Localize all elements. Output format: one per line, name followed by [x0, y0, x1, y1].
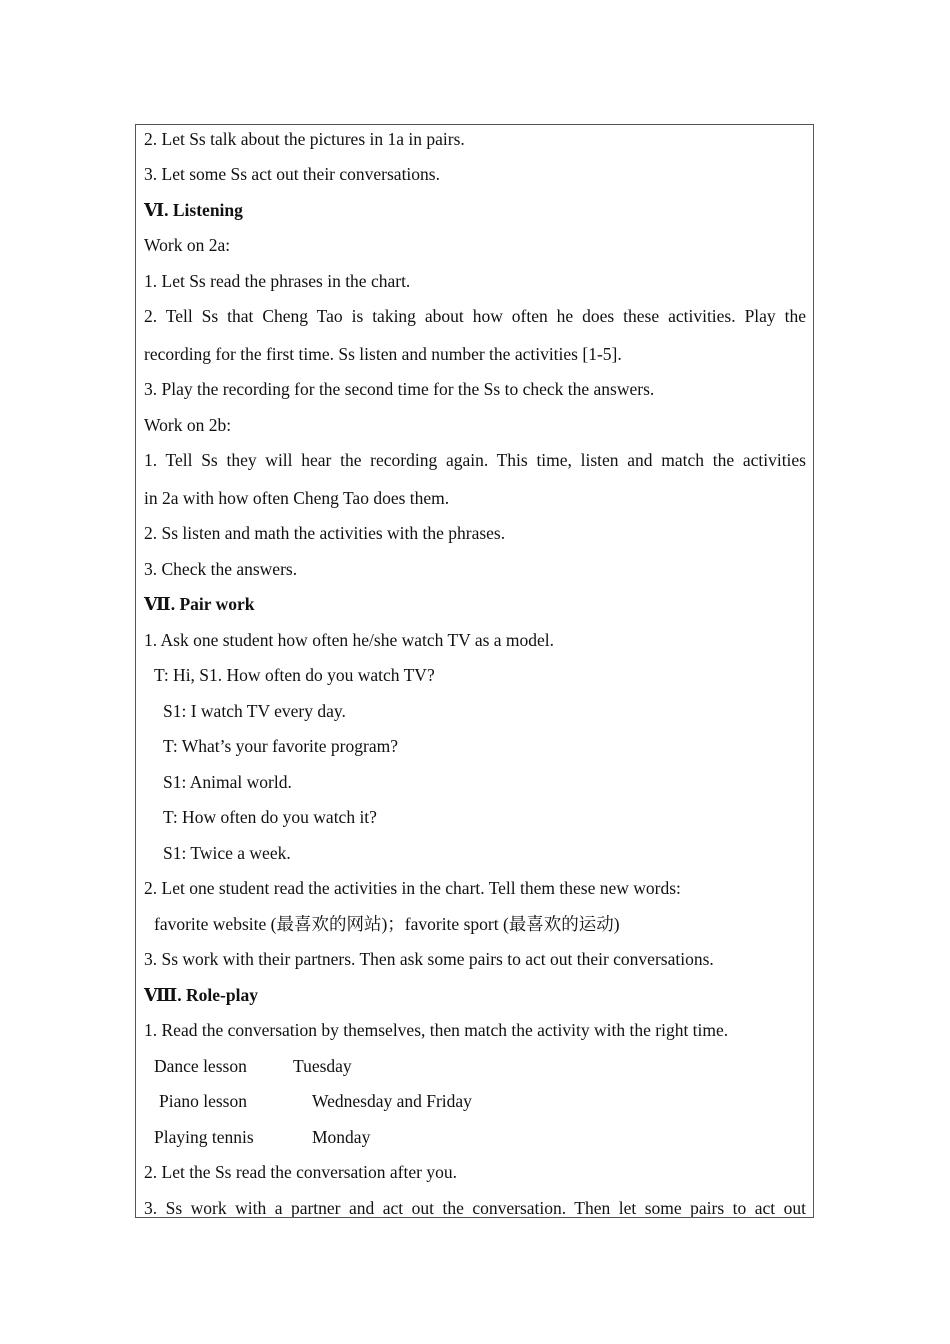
text-line: 2. Let one student read the activities in the chart. Tell them these new words:: [144, 878, 681, 898]
lesson-plan-table-cell: [135, 124, 814, 1218]
match-row: [154, 1055, 554, 1077]
match-time: Tuesday: [293, 1056, 352, 1076]
dialogue-line: S1: Animal world.: [163, 772, 292, 792]
text-line: 1. Tell Ss they will hear the recording again. This time, listen and match the activities: [144, 450, 806, 470]
section-title: . Role-play: [177, 985, 258, 1005]
text-line: 1. Let Ss read the phrases in the chart.: [144, 271, 411, 291]
section-heading-listening: [144, 199, 243, 221]
text-line: Work on 2b:: [144, 415, 232, 435]
dialogue-line: T: How often do you watch it?: [163, 807, 377, 827]
text-line: Work on 2a:: [144, 235, 231, 255]
match-activity: Dance lesson: [154, 1056, 247, 1076]
text-line: 2. Ss listen and math the activities with the phrases.: [144, 523, 506, 543]
section-heading-pair-work: [144, 593, 254, 615]
text-line: 3. Ss work with a partner and act out the conversation. Then let some pairs to act out: [144, 1198, 806, 1218]
text-line: 3. Play the recording for the second time for the Ss to check the answers.: [144, 379, 655, 399]
dialogue-line: T: What’s your favorite program?: [163, 736, 398, 756]
text-line: 2. Tell Ss that Cheng Tao is taking about how often he does these activities. Play the: [144, 306, 806, 326]
section-heading-role-play: [144, 984, 258, 1006]
dialogue-line: T: Hi, S1. How often do you watch TV?: [154, 665, 435, 685]
dialogue-line: S1: I watch TV every day.: [163, 701, 346, 721]
match-time: Monday: [312, 1127, 371, 1147]
text-line: 3. Let some Ss act out their conversations.: [144, 164, 440, 184]
text-line: favorite website (最喜欢的网站)；favorite sport (最喜欢的运动): [154, 914, 620, 934]
match-row: [159, 1090, 559, 1112]
match-activity: Playing tennis: [154, 1127, 254, 1147]
text-line: recording for the first time. Ss listen and number the activities [1-5].: [144, 344, 622, 364]
text-line: 1. Read the conversation by themselves, then match the activity with the right time.: [144, 1020, 729, 1040]
section-number: Ⅵ: [144, 200, 165, 220]
match-time: Wednesday and Friday: [312, 1091, 472, 1111]
match-row: [154, 1126, 554, 1148]
text-line: 2. Let the Ss read the conversation after you.: [144, 1162, 457, 1182]
text-line: 3. Ss work with their partners. Then ask some pairs to act out their conversations.: [144, 949, 714, 969]
text-line: in 2a with how often Cheng Tao does them.: [144, 488, 450, 508]
text-line: 3. Check the answers.: [144, 559, 298, 579]
text-line: 1. Ask one student how often he/she watch TV as a model.: [144, 630, 555, 650]
text-line: 2. Let Ss talk about the pictures in 1a in pairs.: [144, 129, 465, 149]
section-number: Ⅶ: [144, 594, 171, 614]
match-activity: Piano lesson: [159, 1091, 247, 1111]
section-title: . Pair work: [170, 594, 255, 614]
dialogue-line: S1: Twice a week.: [163, 843, 291, 863]
section-title: . Listening: [164, 200, 243, 220]
section-number: Ⅷ: [144, 985, 178, 1005]
